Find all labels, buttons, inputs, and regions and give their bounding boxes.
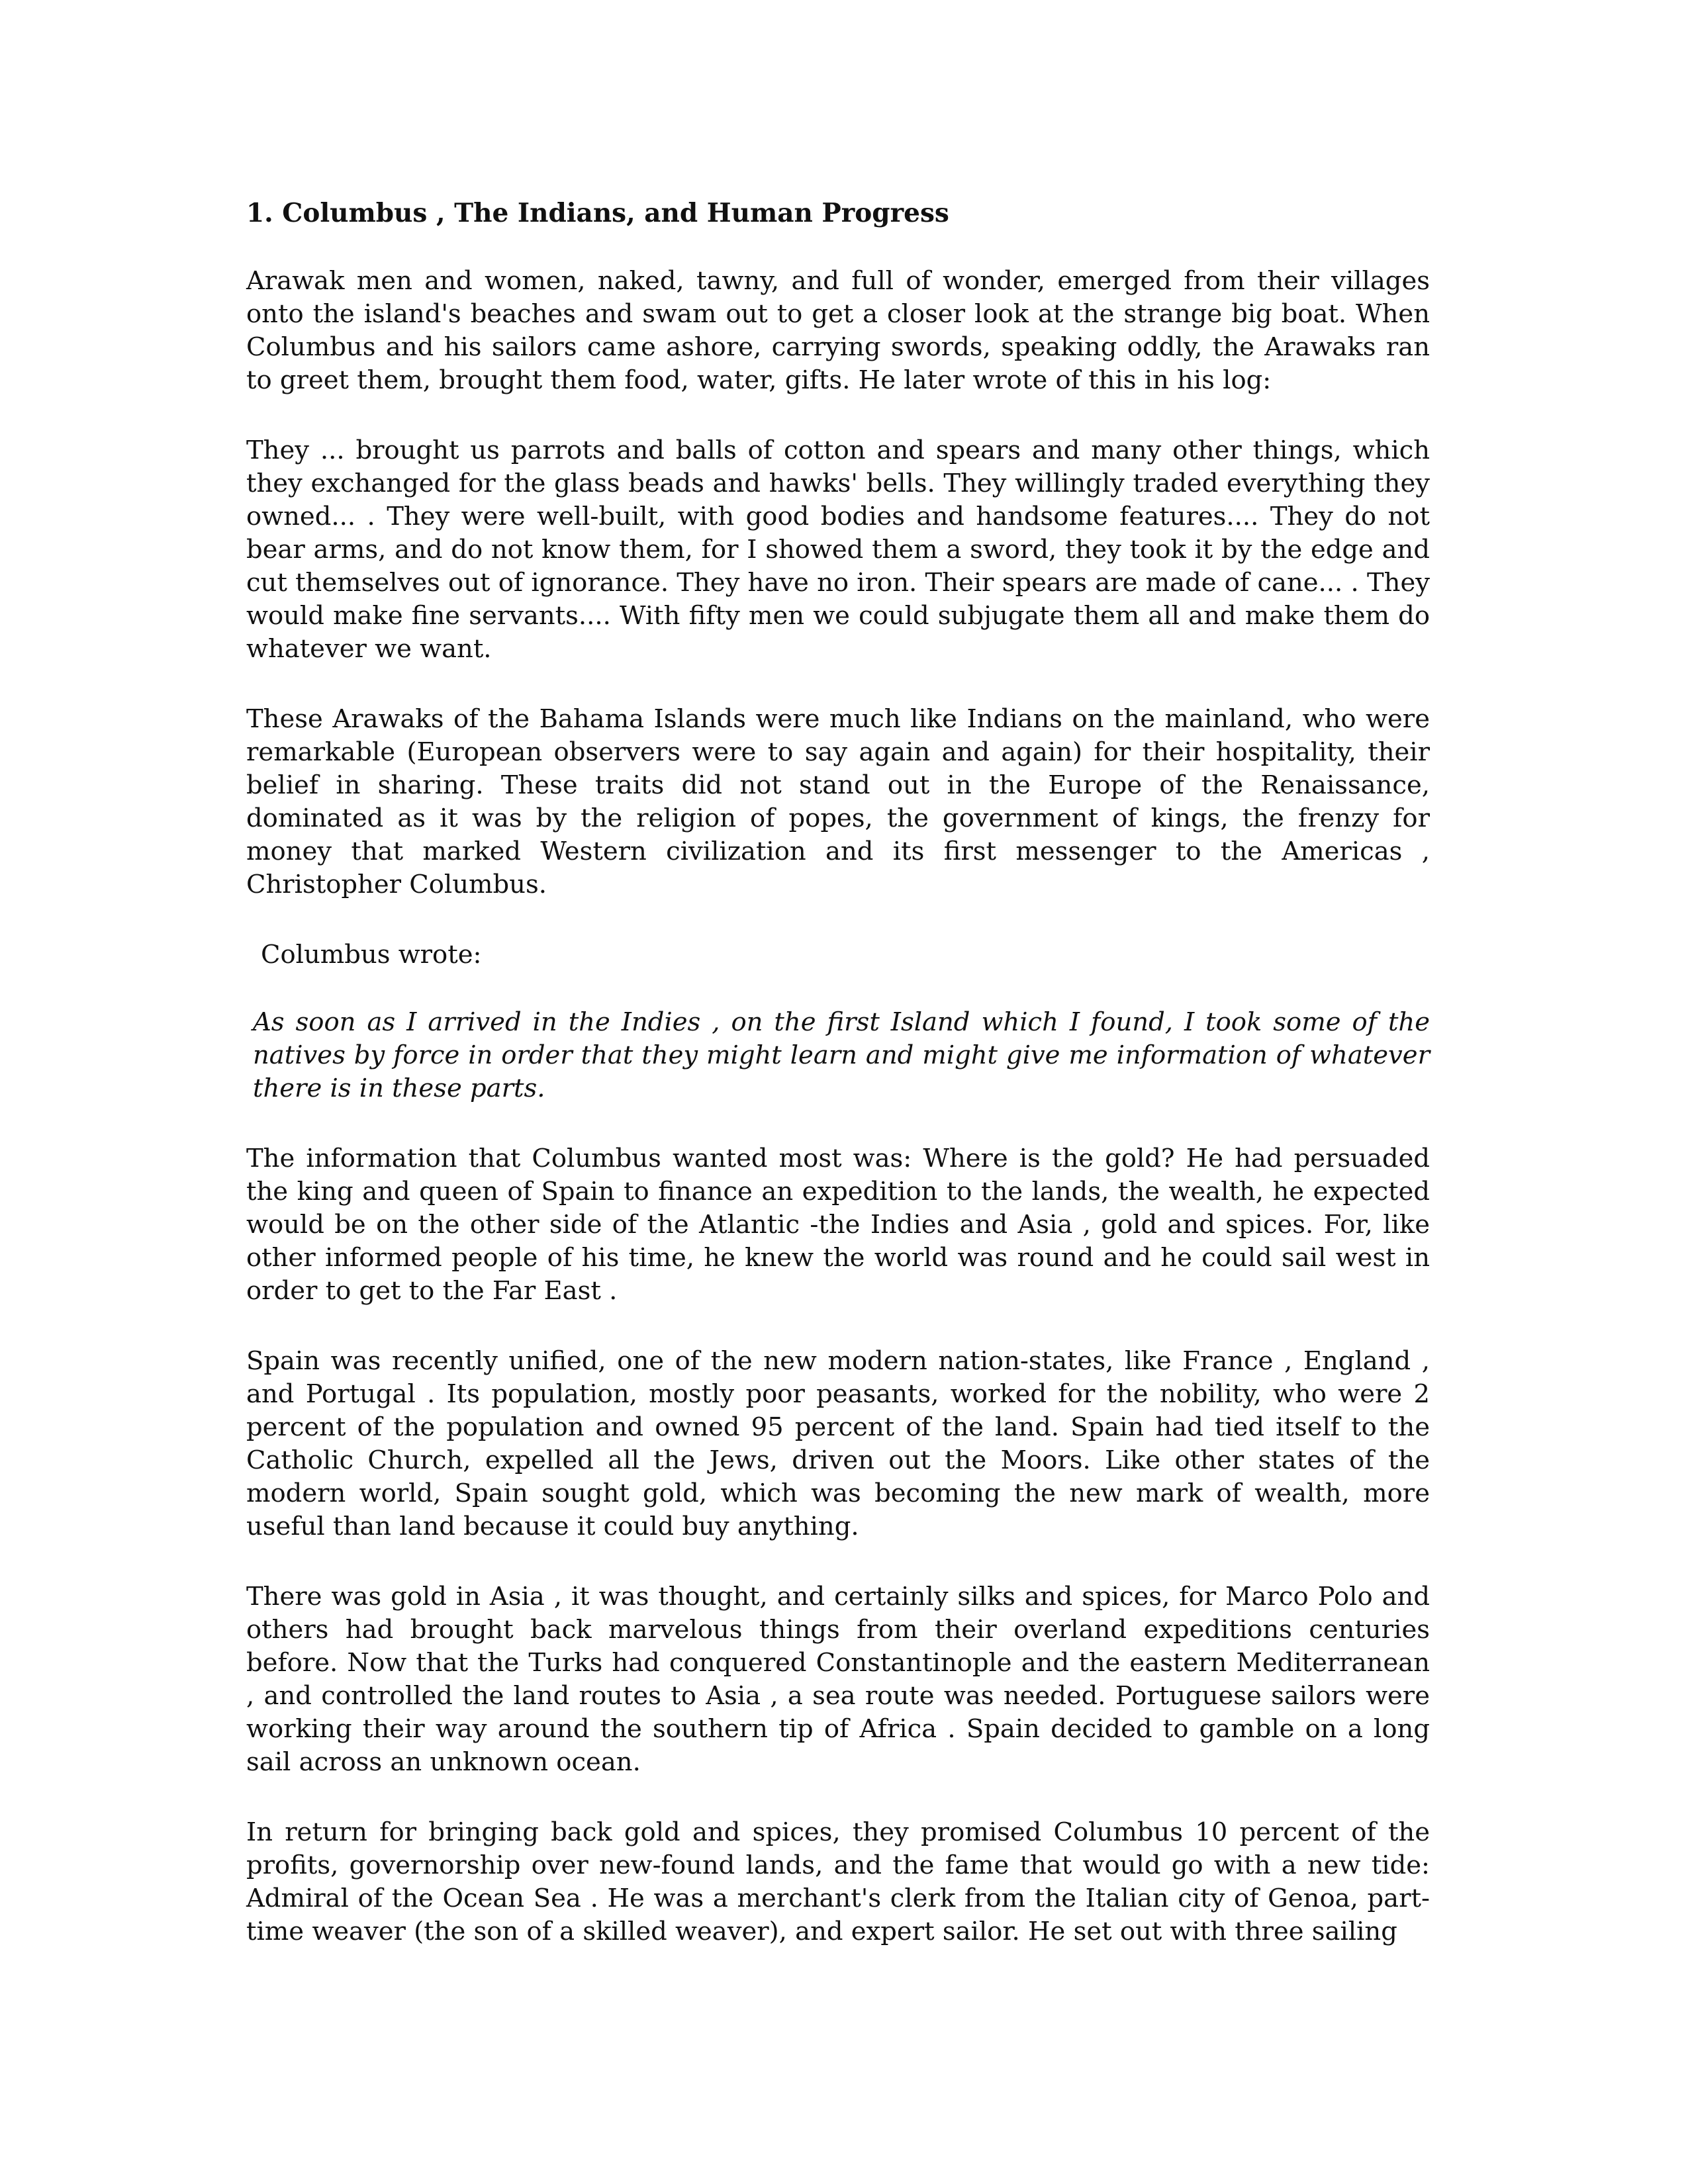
chapter-heading: 1. Columbus , The Indians, and Human Progress <box>246 198 949 228</box>
paragraph-gold-information: The information that Columbus wanted most was: Where is the gold? He had persuaded the king and queen of Spain to finance an expedition to the lands, the wealth, he expected would be on the other side of the Atlantic -the Indies and Asia , gold and spices. For, like other informed people of his time, he knew the world was round and he could sail west in order to get to the Far East . <box>246 1144 1430 1306</box>
columbus-wrote-label: Columbus wrote: <box>261 940 482 970</box>
italic-quote-indies: As soon as I arrived in the Indies , on the first Island which I found, I took some of the natives by force in order that they might learn and might give me information of whatever there is in these parts. <box>253 1007 1430 1103</box>
paragraph-arawak-hospitality: These Arawaks of the Bahama Islands were much like Indians on the mainland, who were remarkable (European observers were to say again and again) for their hospitality, their belief in sharing. These traits did not stand out in the Europe of the Renaissance, dominated as it was by the religion of popes, the government of kings, the frenzy for money that marked Western civilization and its first messenger to the Americas , Christopher Columbus. <box>246 704 1430 899</box>
paragraph-arawak-intro: Arawak men and women, naked, tawny, and full of wonder, emerged from their villages onto the island's beaches and swam out to get a closer look at the strange big boat. When Columbus and his sailors came ashore, carrying swords, speaking oddly, the Arawaks ran to greet them, brought them food, water, gifts. He later wrote of this in his log: <box>246 266 1430 395</box>
paragraph-columbus-reward: In return for bringing back gold and spices, they promised Columbus 10 percent of the profits, governorship over new-found lands, and the fame that would go with a new tide: Admiral of the Ocean Sea . He was a merchant's clerk from the Italian city of Genoa, part-time weaver (the son of a skilled weaver), and expert sailor. He set out with three sailing <box>246 1817 1430 1946</box>
paragraph-spain-unified: Spain was recently unified, one of the new modern nation-states, like France , England , and Portugal . Its population, mostly poor peasants, worked for the nobility, who were 2 percent of the population and owned 95 percent of the land. Spain had tied itself to the Catholic Church, expelled all the Jews, driven out the Moors. Like other states of the modern world, Spain sought gold, which was becoming the new mark of wealth, more useful than land because it could buy anything. <box>246 1346 1430 1541</box>
paragraph-gold-in-asia: There was gold in Asia , it was thought, and certainly silks and spices, for Marco Polo and others had brought back marvelous things from their overland expeditions centuries before. Now that the Turks had conquered Constantinople and the eastern Mediterranean , and controlled the land routes to Asia , a sea route was needed. Portuguese sailors were working their way around the southern tip of Africa . Spain decided to gamble on a long sail across an unknown ocean. <box>246 1582 1430 1777</box>
paragraph-columbus-log-quote: They ... brought us parrots and balls of cotton and spears and many other things, which they exchanged for the glass beads and hawks' bells. They willingly traded everything they owned... . They were well-built, with good bodies and handsome features.... They do not bear arms, and do not know them, for I showed them a sword, they took it by the edge and cut themselves out of ignorance. They have no iron. Their spears are made of cane... . They would make fine servants.... With fifty men we could subjugate them all and make them do whatever we want. <box>246 435 1430 664</box>
document-page <box>246 196 1430 1985</box>
